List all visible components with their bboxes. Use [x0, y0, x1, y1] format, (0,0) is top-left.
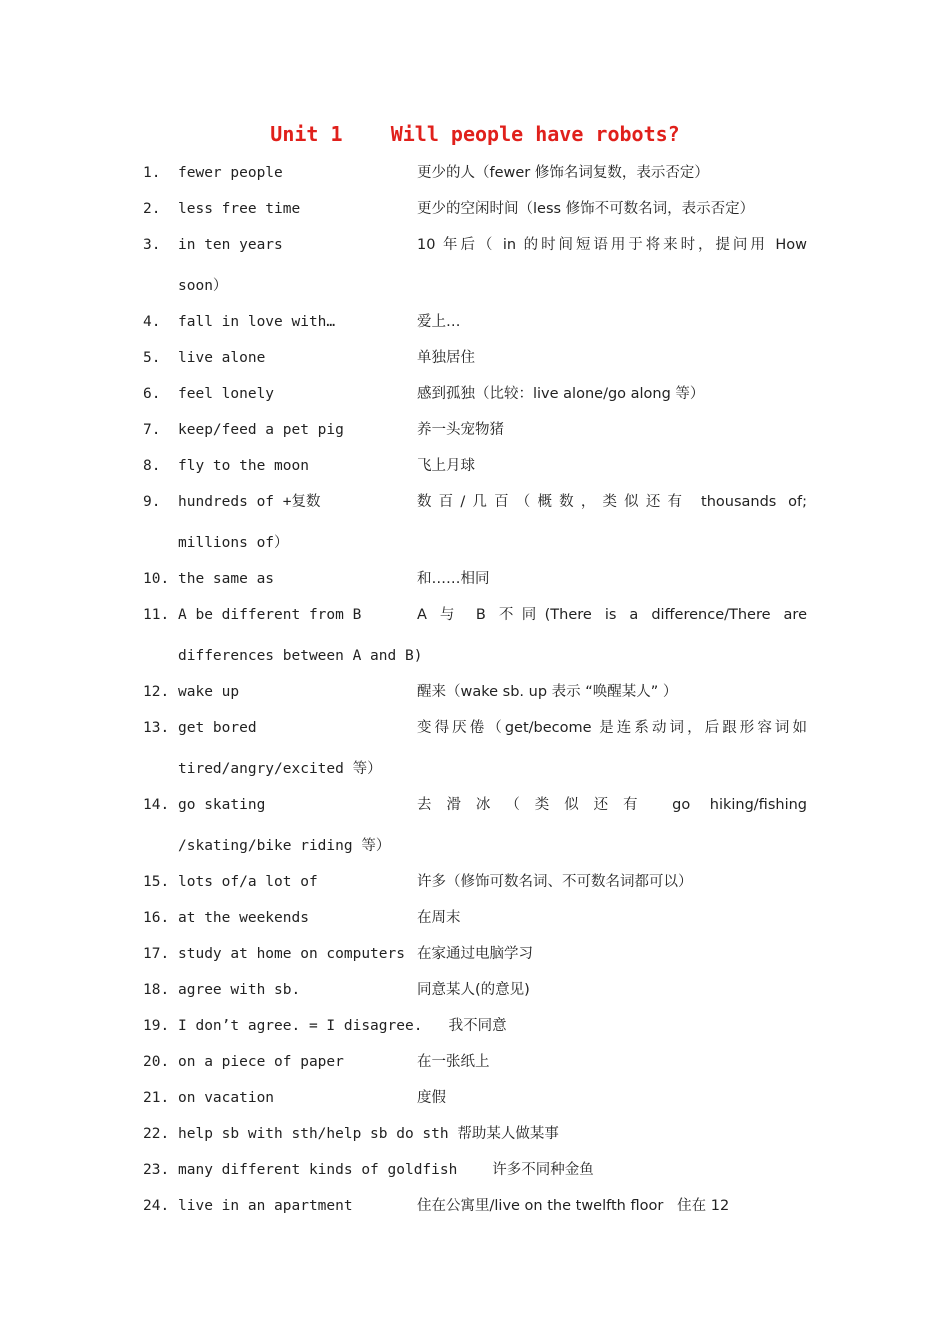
item-number: 23. — [143, 1162, 170, 1178]
item-number: 11. — [143, 607, 170, 623]
list-item-continuation — [0, 834, 950, 858]
item-number: 12. — [143, 684, 170, 700]
list-item — [0, 906, 950, 930]
list-item — [0, 490, 950, 514]
chinese-meaning: 飞上月球 — [417, 458, 475, 474]
chinese-meaning: 在一张纸上 — [417, 1054, 490, 1070]
item-number: 21. — [143, 1090, 170, 1106]
english-phrase: less free time — [178, 201, 301, 217]
page-title: Unit 1 Will people have robots? — [270, 122, 680, 146]
continuation-text: differences between A and B) — [178, 648, 423, 664]
list-item — [0, 680, 950, 704]
list-item — [0, 197, 950, 221]
list-item — [0, 1014, 950, 1038]
english-phrase: fly to the moon — [178, 458, 309, 474]
chinese-meaning: 和……相同 — [417, 571, 490, 587]
list-item-continuation — [0, 644, 950, 668]
english-phrase: I don’t agree. = I disagree. 我不同意 — [178, 1018, 507, 1034]
list-item — [0, 716, 950, 740]
chinese-meaning: 爱上… — [417, 314, 461, 330]
english-phrase: fewer people — [178, 165, 283, 181]
item-number: 5. — [143, 350, 161, 366]
list-item — [0, 978, 950, 1002]
item-number: 3. — [143, 237, 161, 253]
chinese-meaning: 更少的空闲时间（less 修饰不可数名词，表示否定） — [417, 201, 755, 217]
chinese-meaning: 度假 — [417, 1090, 446, 1106]
english-phrase: study at home on computers — [178, 946, 405, 962]
english-phrase: fall in love with… — [178, 314, 336, 330]
item-number: 10. — [143, 571, 170, 587]
list-item — [0, 567, 950, 591]
chinese-meaning: A 与 B 不同(There is a difference/There are — [417, 607, 807, 623]
list-item — [0, 603, 950, 627]
chinese-meaning: 在家通过电脑学习 — [417, 946, 533, 962]
item-number: 2. — [143, 201, 161, 217]
english-phrase: get bored — [178, 720, 257, 736]
continuation-text: tired/angry/excited 等） — [178, 761, 382, 777]
list-item-continuation — [0, 531, 950, 555]
list-item — [0, 1122, 950, 1146]
item-number: 20. — [143, 1054, 170, 1070]
list-item — [0, 161, 950, 185]
list-item — [0, 793, 950, 817]
chinese-meaning: 住在公寓里/live on the twelfth floor 住在 12 — [417, 1198, 730, 1214]
item-number: 16. — [143, 910, 170, 926]
chinese-meaning: 变得厌倦（get/become 是连系动词，后跟形容词如 — [417, 720, 807, 736]
english-phrase: A be different from B — [178, 607, 362, 623]
list-item — [0, 454, 950, 478]
item-number: 18. — [143, 982, 170, 998]
english-phrase: agree with sb. — [178, 982, 301, 998]
item-number: 17. — [143, 946, 170, 962]
chinese-meaning: 去滑冰（类似还有 go hiking/fishing — [417, 797, 807, 813]
item-number: 19. — [143, 1018, 170, 1034]
item-number: 7. — [143, 422, 161, 438]
list-item — [0, 870, 950, 894]
list-item — [0, 418, 950, 442]
english-phrase: feel lonely — [178, 386, 275, 402]
chinese-meaning: 醒来（wake sb. up 表示 “唤醒某人” ） — [417, 684, 678, 700]
chinese-meaning: 在周末 — [417, 910, 461, 926]
chinese-meaning: 10 年后（ in 的时间短语用于将来时，提问用 How — [417, 237, 807, 253]
list-item — [0, 942, 950, 966]
chinese-meaning: 单独居住 — [417, 350, 475, 366]
list-item — [0, 382, 950, 406]
english-phrase: on vacation — [178, 1090, 275, 1106]
continuation-text: soon） — [178, 278, 228, 294]
english-phrase: in ten years — [178, 237, 283, 253]
english-phrase: at the weekends — [178, 910, 309, 926]
item-number: 6. — [143, 386, 161, 402]
item-number: 1. — [143, 165, 161, 181]
item-number: 15. — [143, 874, 170, 890]
list-item — [0, 1158, 950, 1182]
item-number: 14. — [143, 797, 170, 813]
english-phrase: help sb with sth/help sb do sth 帮助某人做某事 — [178, 1126, 559, 1142]
item-number: 4. — [143, 314, 161, 330]
continuation-text: /skating/bike riding 等） — [178, 838, 391, 854]
english-phrase: live alone — [178, 350, 266, 366]
english-phrase: wake up — [178, 684, 240, 700]
list-item — [0, 1050, 950, 1074]
item-number: 13. — [143, 720, 170, 736]
english-phrase: go skating — [178, 797, 266, 813]
english-phrase: on a piece of paper — [178, 1054, 344, 1070]
list-item-continuation — [0, 757, 950, 781]
list-item — [0, 1086, 950, 1110]
list-item — [0, 1194, 950, 1218]
chinese-meaning: 更少的人（fewer 修饰名词复数，表示否定） — [417, 165, 709, 181]
chinese-meaning: 同意某人(的意见) — [417, 982, 530, 998]
english-phrase: keep/feed a pet pig — [178, 422, 344, 438]
chinese-meaning: 养一头宠物猪 — [417, 422, 504, 438]
english-phrase: hundreds of +复数 — [178, 494, 321, 510]
english-phrase: lots of/a lot of — [178, 874, 318, 890]
english-phrase: many different kinds of goldfish 许多不同种金鱼 — [178, 1162, 594, 1178]
list-item — [0, 310, 950, 334]
item-number: 8. — [143, 458, 161, 474]
chinese-meaning: 许多（修饰可数名词、不可数名词都可以） — [417, 874, 693, 890]
list-item-continuation — [0, 274, 950, 298]
list-item — [0, 346, 950, 370]
english-phrase: the same as — [178, 571, 275, 587]
chinese-meaning: 感到孤独（比较：live alone/go along 等） — [417, 386, 705, 402]
continuation-text: millions of） — [178, 535, 289, 551]
chinese-meaning: 数百/几百（概数，类似还有 thousands of; — [417, 494, 807, 510]
item-number: 22. — [143, 1126, 170, 1142]
item-number: 9. — [143, 494, 161, 510]
list-item — [0, 233, 950, 257]
english-phrase: live in an apartment — [178, 1198, 353, 1214]
item-number: 24. — [143, 1198, 170, 1214]
